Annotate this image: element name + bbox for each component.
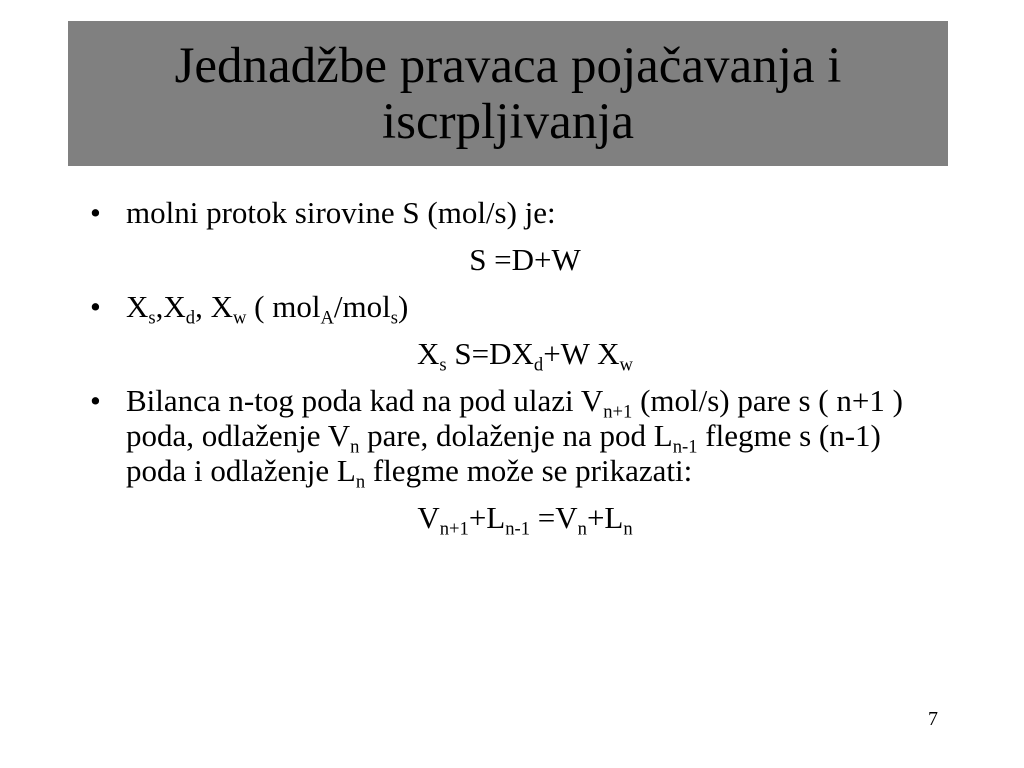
bullet-item	[80, 383, 940, 493]
formula-plate-balance: $V_{n+1}+L_{n-1} =V_n+L_n$	[417, 500, 633, 540]
title-banner	[68, 21, 948, 166]
bullet-item	[80, 195, 940, 230]
bullet-dot: •	[90, 195, 101, 230]
bullet-text: Bilanca n-tog poda kad na pod ulazi $V_{n+1}$ (mol/s) pare s ( n+1 ) poda, odlaženje $V_n$ pare, dolaženje na pod $L_{n-1}$ flegme s (n-1) poda i odlaženje $L_n$ flegme može se prikazati:	[126, 383, 903, 493]
slide-body	[80, 195, 940, 547]
slide-title: Jednadžbe pravaca pojačavanja i iscrpljivanja	[174, 37, 842, 150]
bullet-text: molni protok sirovine S (mol/s) je:	[126, 195, 556, 230]
bullet-dot: •	[90, 383, 101, 418]
formula-component-balance: $X_s$ $S=DX_d+W$ $X_w$	[417, 336, 633, 376]
page-number: 7	[928, 708, 938, 730]
bullet-text: $X_s,X_d$, $X_w$ ( mol$_A$/mol$_s$)	[126, 289, 409, 329]
formula-feed-balance: S =D+W	[469, 242, 581, 277]
bullet-item	[80, 289, 940, 329]
bullet-dot: •	[90, 289, 101, 324]
